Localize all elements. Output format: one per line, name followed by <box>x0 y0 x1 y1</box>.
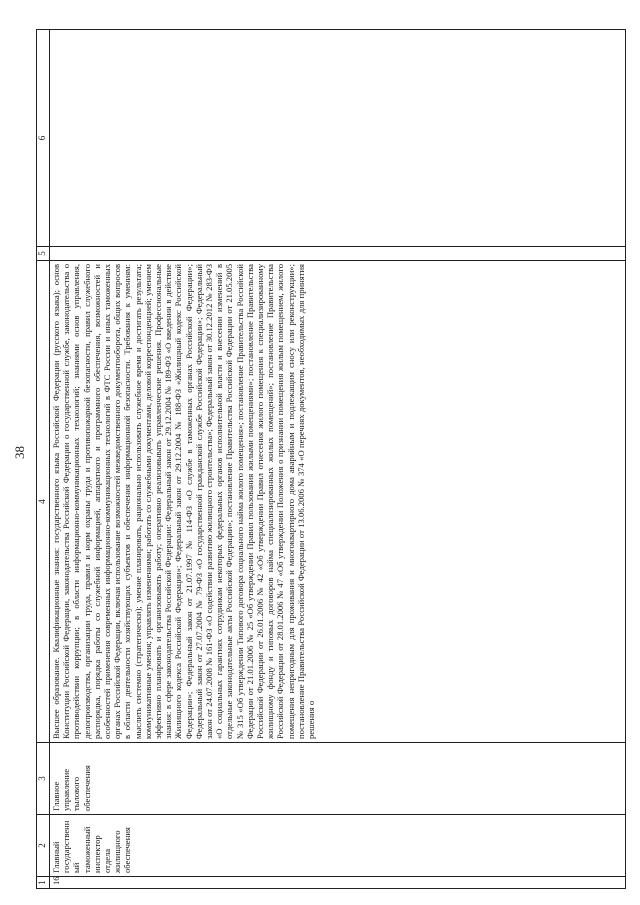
department-name: Главное управление тылового обеспечения <box>50 743 626 815</box>
col-5-cell <box>50 247 626 261</box>
qualification-requirements: Высшее образование. Квалификационные знания: государственного языка Российской Федерации (русского языка); основ Конституции Российской Федерации, законодательства Российской Федерации о государственной службе, законодательства о противодействии коррупции; в области информационно-коммуникационных технологий; знаниями основ управления, делопроизводства, организации труда, правил и норм охраны труда и противопожарной безопасности, правил служебного распорядка, порядка работы со служебной информацией, аппаратного и программного обеспечения, возможностей и особенностей применения современных информационно-коммуникационных технологий в ФТС России и иных таможенных органах Российской Федерации, включая использование возможностей межведомственного документооборота, общих вопросов в области деятельности хозяйствующих субъектов и обеспечения информационной безопасности. Требования к умениям: мыслить системно (стратегически); умение планировать, рационально использовать служебное время и достигать результата; коммуникативные умения; управлять изменениями; работать со служебными документами, деловой корреспонденцией; умением эффективно планировать и организовывать работу; оперативно реализовывать управленческие решения. Профессиональные знания: в сфере законодательства Российской Федерации: Федеральный закон от 29.12.2004 № 189-ФЗ «О введении в действие Жилищного кодекса Российской Федерации»; Федеральный закон от 29.12.2004 № 188-ФЗ «Жилищный кодекс Российской Федерации»; Федеральный закон от 21.07.1997 № 114-ФЗ «О службе в таможенных органах Российской Федерации»; Федеральный закон от 27.07.2004 № 79-ФЗ «О государственной гражданской службе Российской Федерации»; Федеральный закон от 24.07.2008 № 161-ФЗ «О содействии развитию жилищного строительства»; Федеральный закон от 30.12.2012 № 283-ФЗ «О социальных гарантиях сотрудникам некоторых федеральных органов исполнительной власти и внесении изменений в отдельные законодательные акты Российской Федерации»; постановление Правительства Российской Федерации от 21.05.2005 № 315 «Об утверждении Типового договора социального найма жилого помещения»; постановление Правительства Российской Федерации от 21.01.2006 № 25 «Об утверждении Правил пользования жилыми помещениями»; постановление Правительства Российской Федерации от 26.01.2006 № 42 «Об утверждении Правил отнесения жилого помещения к специализированному жилищному фонду и типовых договоров найма специализированных жилых помещений»; постановление Правительства Российской Федерации от 28.01.2006 № 47 «Об утверждении Положения о признании помещения жилым помещением, жилого помещения непригодным для проживания и многоквартирного дома аварийным и подлежащим сносу или реконструкции»; постановление Правительства Российской Федерации от 13.06.2006 № 374 «О перечнях документов, необходимых для принятия решения о <box>50 261 626 743</box>
requirements-table <box>36 29 626 889</box>
header-col-4: 4 <box>37 261 50 743</box>
row-number: 16 <box>50 877 626 889</box>
header-row <box>37 30 50 889</box>
header-col-2: 2 <box>37 815 50 877</box>
header-col-3: 3 <box>37 743 50 815</box>
header-col-1: 1 <box>37 877 50 889</box>
page-number: 38 <box>12 446 27 459</box>
header-col-5: 5 <box>37 247 50 261</box>
col-6-cell <box>50 30 626 247</box>
header-col-6: 6 <box>37 30 50 247</box>
table-row <box>50 30 626 889</box>
position-title: Главный государственный таможенный инспектор отдела жилищного обеспечения <box>50 815 626 877</box>
